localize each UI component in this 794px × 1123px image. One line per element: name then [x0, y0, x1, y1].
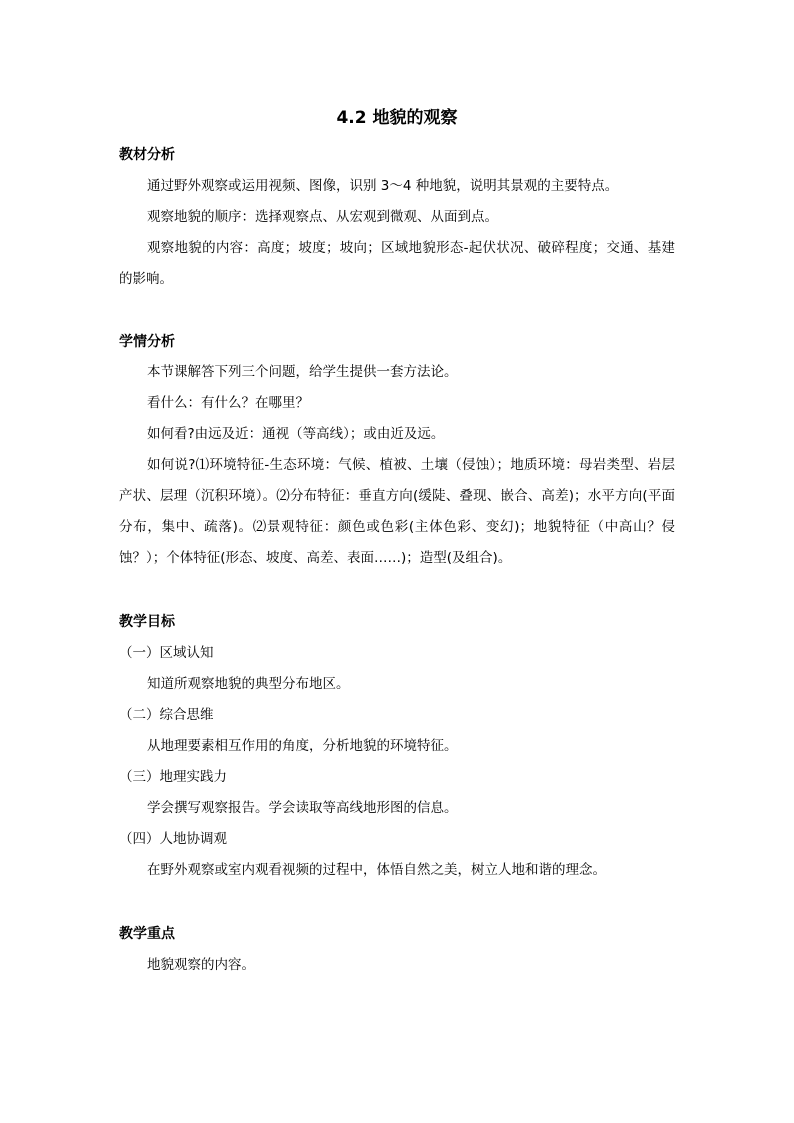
paragraph: 如何说?⑴环境特征-生态环境：气候、植被、土壤（侵蚀）；地质环境：母岩类型、岩层产状、层理（沉积环境）。⑵分布特征：垂直方向(缓陡、叠现、嵌合、高差)；水平方向(平面分布，集中、疏落)。⑵景观特征：颜色或色彩(主体色彩、变幻)；地貌特征（中高山？侵蚀？）；个体特征(形态、坡度、高差、表面……)；造型(及组合)。: [119, 457, 675, 566]
section-heading-goals: 教学目标: [119, 614, 175, 630]
goal-text: 学会撰写观察报告。学会读取等高线地形图的信息。: [147, 800, 458, 816]
document-title: 4.2 地貌的观察: [336, 108, 458, 128]
goal-label: （一）区域认知: [119, 645, 214, 661]
goal-text: 从地理要素相互作用的角度，分析地貌的环境特征。: [147, 738, 458, 754]
section-heading-students: 学情分析: [119, 334, 175, 350]
paragraph: 本节课解答下列三个问题，给学生提供一套方法论。: [147, 364, 458, 380]
paragraph: 通过野外观察或运用视频、图像，识别 3～4 种地貌，说明其景观的主要特点。: [147, 178, 619, 194]
paragraph: 地貌观察的内容。: [147, 957, 255, 973]
section-heading-focus: 教学重点: [119, 926, 175, 942]
goal-label: （二）综合思维: [119, 707, 214, 723]
paragraph: 如何看?由远及近：通视（等高线）；或由近及远。: [147, 426, 445, 442]
goal-label: （四）人地协调观: [119, 831, 227, 847]
paragraph: 看什么：有什么？在哪里？: [147, 395, 309, 411]
goal-text: 知道所观察地貌的典型分布地区。: [147, 676, 350, 692]
goal-label: （三）地理实践力: [119, 769, 227, 785]
paragraph: 观察地貌的内容：高度；坡度；坡向；区域地貌形态-起伏状况、破碎程度；交通、基建的影响。: [119, 240, 675, 287]
paragraph: 观察地貌的顺序：选择观察点、从宏观到微观、从面到点。: [147, 209, 498, 225]
goal-text: 在野外观察或室内观看视频的过程中，体悟自然之美，树立人地和谐的理念。: [147, 862, 606, 878]
section-heading-textbook: 教材分析: [119, 147, 175, 163]
